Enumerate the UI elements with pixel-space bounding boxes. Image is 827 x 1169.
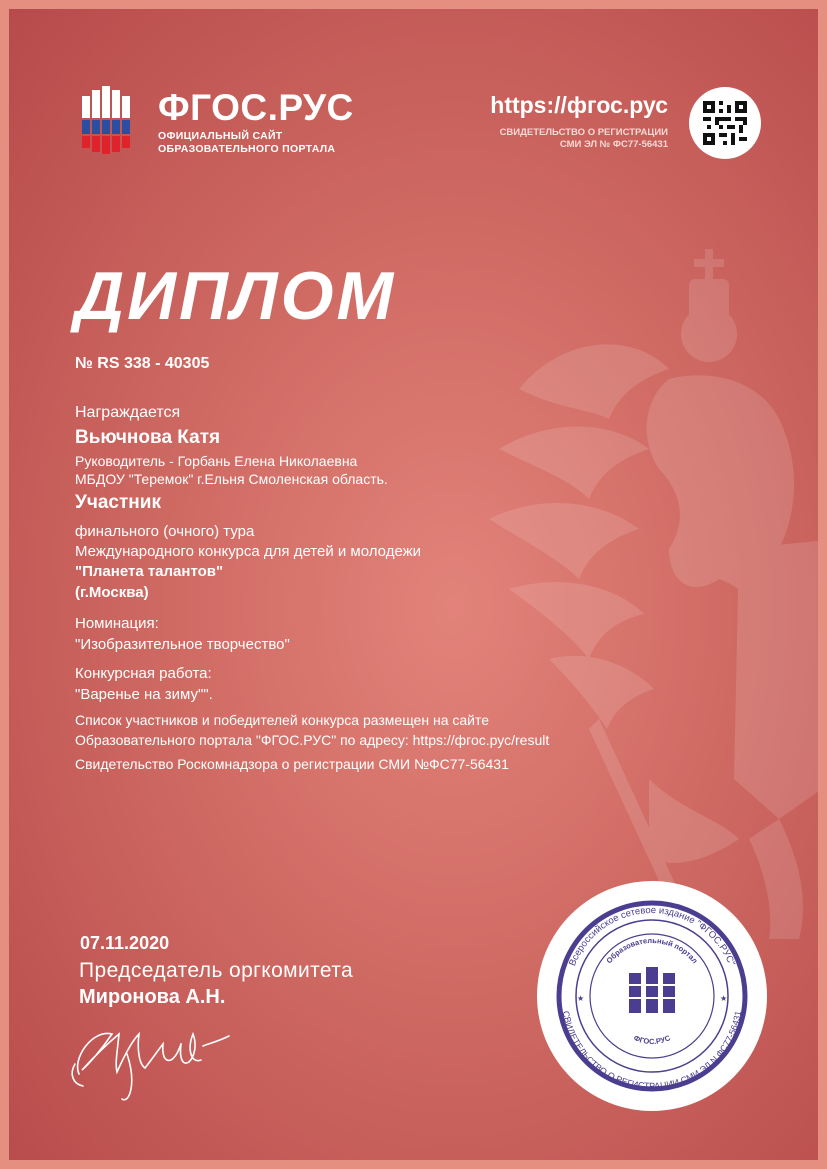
diploma-number: № RS 338 - 40305	[75, 355, 210, 372]
stamp-building-icon	[629, 967, 675, 1013]
stamp-outer-top-text: Всероссийское сетевое издание "ФГОС.РУС"	[566, 904, 738, 968]
contest: Международного конкурса для детей и молодежи	[75, 543, 422, 560]
results-line-1: Список участников и победителей конкурса размещен на сайте	[75, 712, 490, 728]
flag-building-logo-icon	[73, 84, 135, 156]
contest-name: "Планета талантов"	[75, 563, 224, 580]
nomination-label: Номинация:	[75, 615, 159, 632]
chairman-label: Председатель оргкомитета	[79, 959, 354, 982]
registration-info	[500, 127, 668, 151]
chairman-name: Миронова А.Н.	[79, 986, 226, 1008]
round: финального (очного) тура	[75, 523, 255, 540]
participant-status: Участник	[75, 492, 161, 513]
registration-line-1: СВИДЕТЕЛЬСТВО О РЕГИСТРАЦИИ	[499, 127, 668, 138]
work-title: "Варенье на зиму"".	[75, 686, 213, 703]
license-info: Свидетельство Роскомнадзора о регистрации СМИ №ФС77-56431	[75, 756, 509, 772]
stamp-inner-bottom-text: ФГОС.РУС	[632, 1033, 672, 1047]
double-headed-eagle-watermark	[479, 219, 827, 939]
brand-subtitle-line-2: ОБРАЗОВАТЕЛЬНОГО ПОРТАЛА	[158, 143, 336, 155]
svg-text:★: ★	[720, 994, 728, 1003]
contest-city: (г.Москва)	[75, 584, 149, 601]
stamp-inner-top-text: Образовательный портал	[604, 935, 700, 966]
svg-text:★: ★	[577, 994, 585, 1003]
signature	[67, 1004, 252, 1109]
work-label: Конкурсная работа:	[75, 665, 212, 682]
diploma-title: ДИПЛОМ	[75, 258, 397, 334]
registration-line-2: СМИ ЭЛ № ФС77-56431	[559, 139, 668, 150]
brand-name: ФГОС.РУС	[158, 87, 354, 128]
svg-text:Образовательный портал	[604, 936, 699, 965]
svg-text:СВИДЕТЕЛЬСТВО О РЕГИСТРАЦИИ СМ	[561, 1010, 743, 1091]
portal-stamp	[537, 881, 767, 1111]
nomination: "Изобразительное творчество"	[75, 636, 290, 653]
results-line-2: Образовательного портала "ФГОС.РУС" по адресу: https://фгос.рус/result	[75, 732, 550, 748]
institution: МБДОУ "Теремок" г.Ельня Смоленская область.	[75, 471, 388, 487]
awarded-label: Награждается	[75, 404, 181, 421]
supervisor: Руководитель - Горбань Елена Николаевна	[75, 453, 358, 469]
recipient-name: Вьючнова Катя	[75, 427, 221, 448]
issue-date: 07.11.2020	[80, 933, 170, 953]
site-url-link[interactable]: https://фгос.рус	[490, 92, 668, 118]
stamp-outer-bottom-text: СВИДЕТЕЛЬСТВО О РЕГИСТРАЦИИ СМИ ЭЛ N ФС77-56431	[560, 1010, 744, 1092]
brand-subtitle	[158, 130, 335, 156]
svg-text:ФГОС.РУС	[632, 1033, 672, 1046]
brand-subtitle-line-1: ОФИЦИАЛЬНЫЙ САЙТ	[158, 130, 283, 142]
svg-text:Всероссийское сетевое издание	[567, 905, 737, 968]
qr-code-icon[interactable]	[689, 87, 761, 159]
